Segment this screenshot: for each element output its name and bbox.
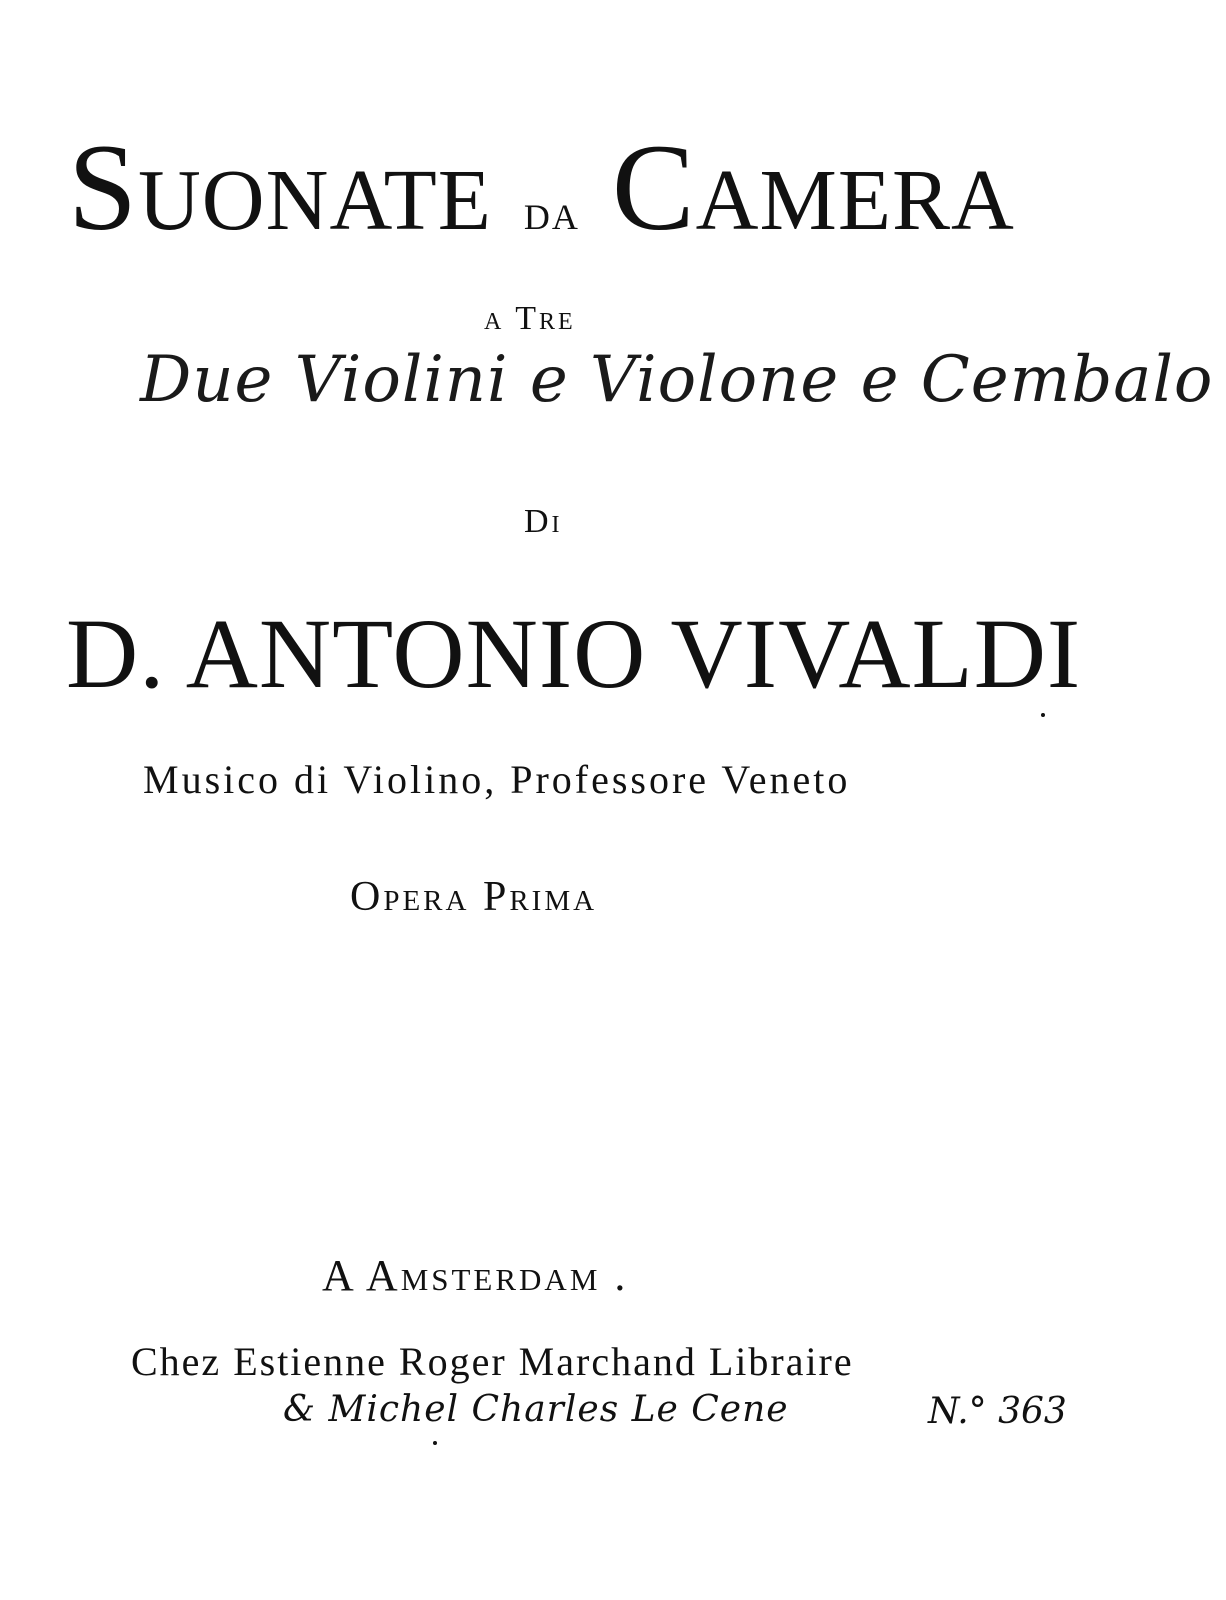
instrumentation: Due Violini e Violone e Cembalo xyxy=(140,343,1214,417)
work-title-da: da xyxy=(523,184,580,241)
work-title-camera: Camera xyxy=(611,119,1015,256)
composer-description: Musico di Violino, Professore Veneto xyxy=(143,757,851,802)
work-title xyxy=(68,119,1015,256)
by-label: Di xyxy=(524,503,563,540)
ink-speck xyxy=(1041,713,1045,717)
composer-name: D. ANTONIO VIVALDI xyxy=(66,598,1082,709)
opus-number: Opera Prima xyxy=(350,874,598,920)
publication-city: A Amsterdam . xyxy=(322,1251,629,1300)
plate-number: N.° 363 xyxy=(928,1391,1067,1432)
publisher-line-2: & Michel Charles Le Cene xyxy=(283,1389,789,1430)
ensemble-label: a Tre xyxy=(484,300,576,337)
work-title-suonate: Suonate xyxy=(68,119,492,256)
ink-speck xyxy=(433,1441,437,1445)
publisher-line-1: Chez Estienne Roger Marchand Libraire xyxy=(131,1339,854,1384)
